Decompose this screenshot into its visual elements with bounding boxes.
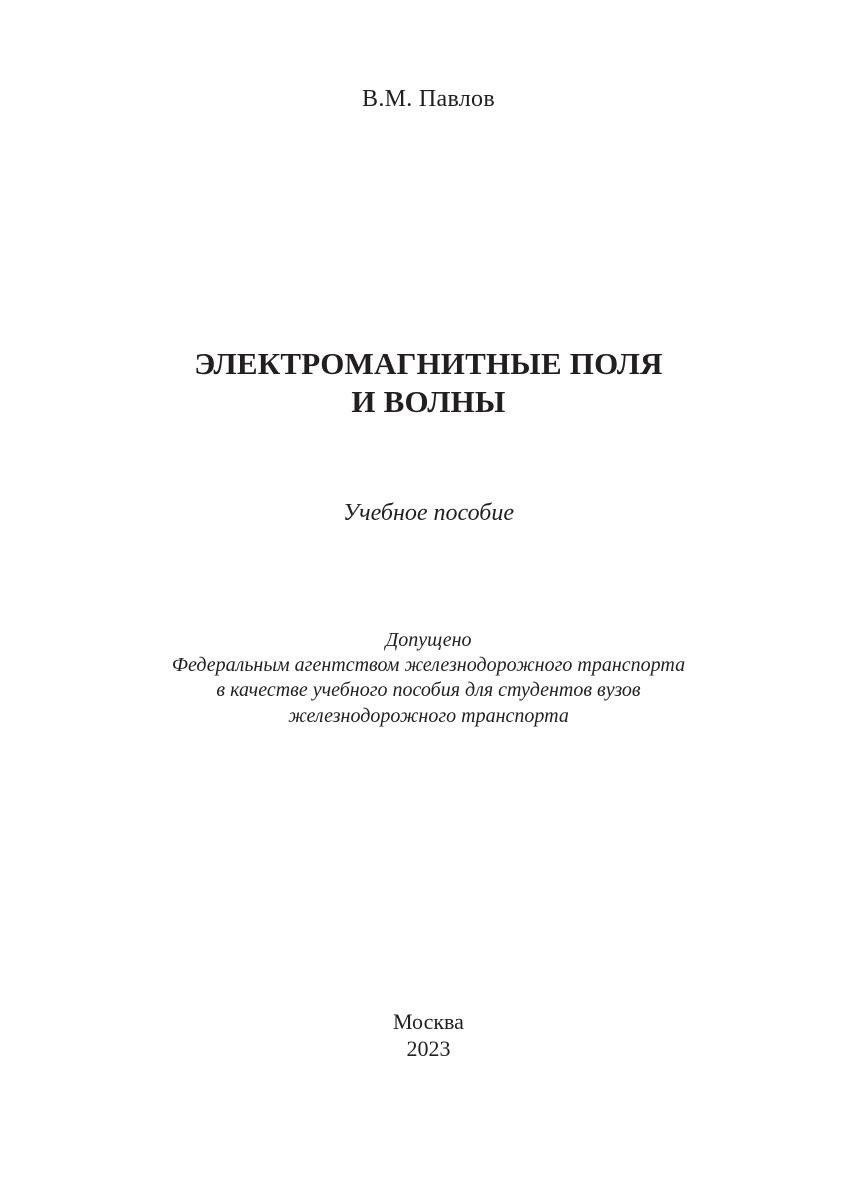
approval-line-1: Допущено xyxy=(385,629,472,651)
approval-line-4: железнодорожного транспорта xyxy=(288,705,569,727)
book-title-line-1: ЭЛЕКТРОМАГНИТНЫЕ ПОЛЯ xyxy=(194,346,663,381)
publication-city: Москва xyxy=(393,1009,464,1034)
book-title-line-2: И ВОЛНЫ xyxy=(351,384,506,419)
approval-line-3: в качестве учебного пособия для студентов вузов xyxy=(216,679,641,701)
book-subtitle: Учебное пособие xyxy=(342,500,515,526)
approval-line-2: Федеральным агентством железнодорожного транспорта xyxy=(171,654,686,676)
author-name: В.М. Павлов xyxy=(362,86,495,112)
publication-year: 2023 xyxy=(406,1036,451,1061)
